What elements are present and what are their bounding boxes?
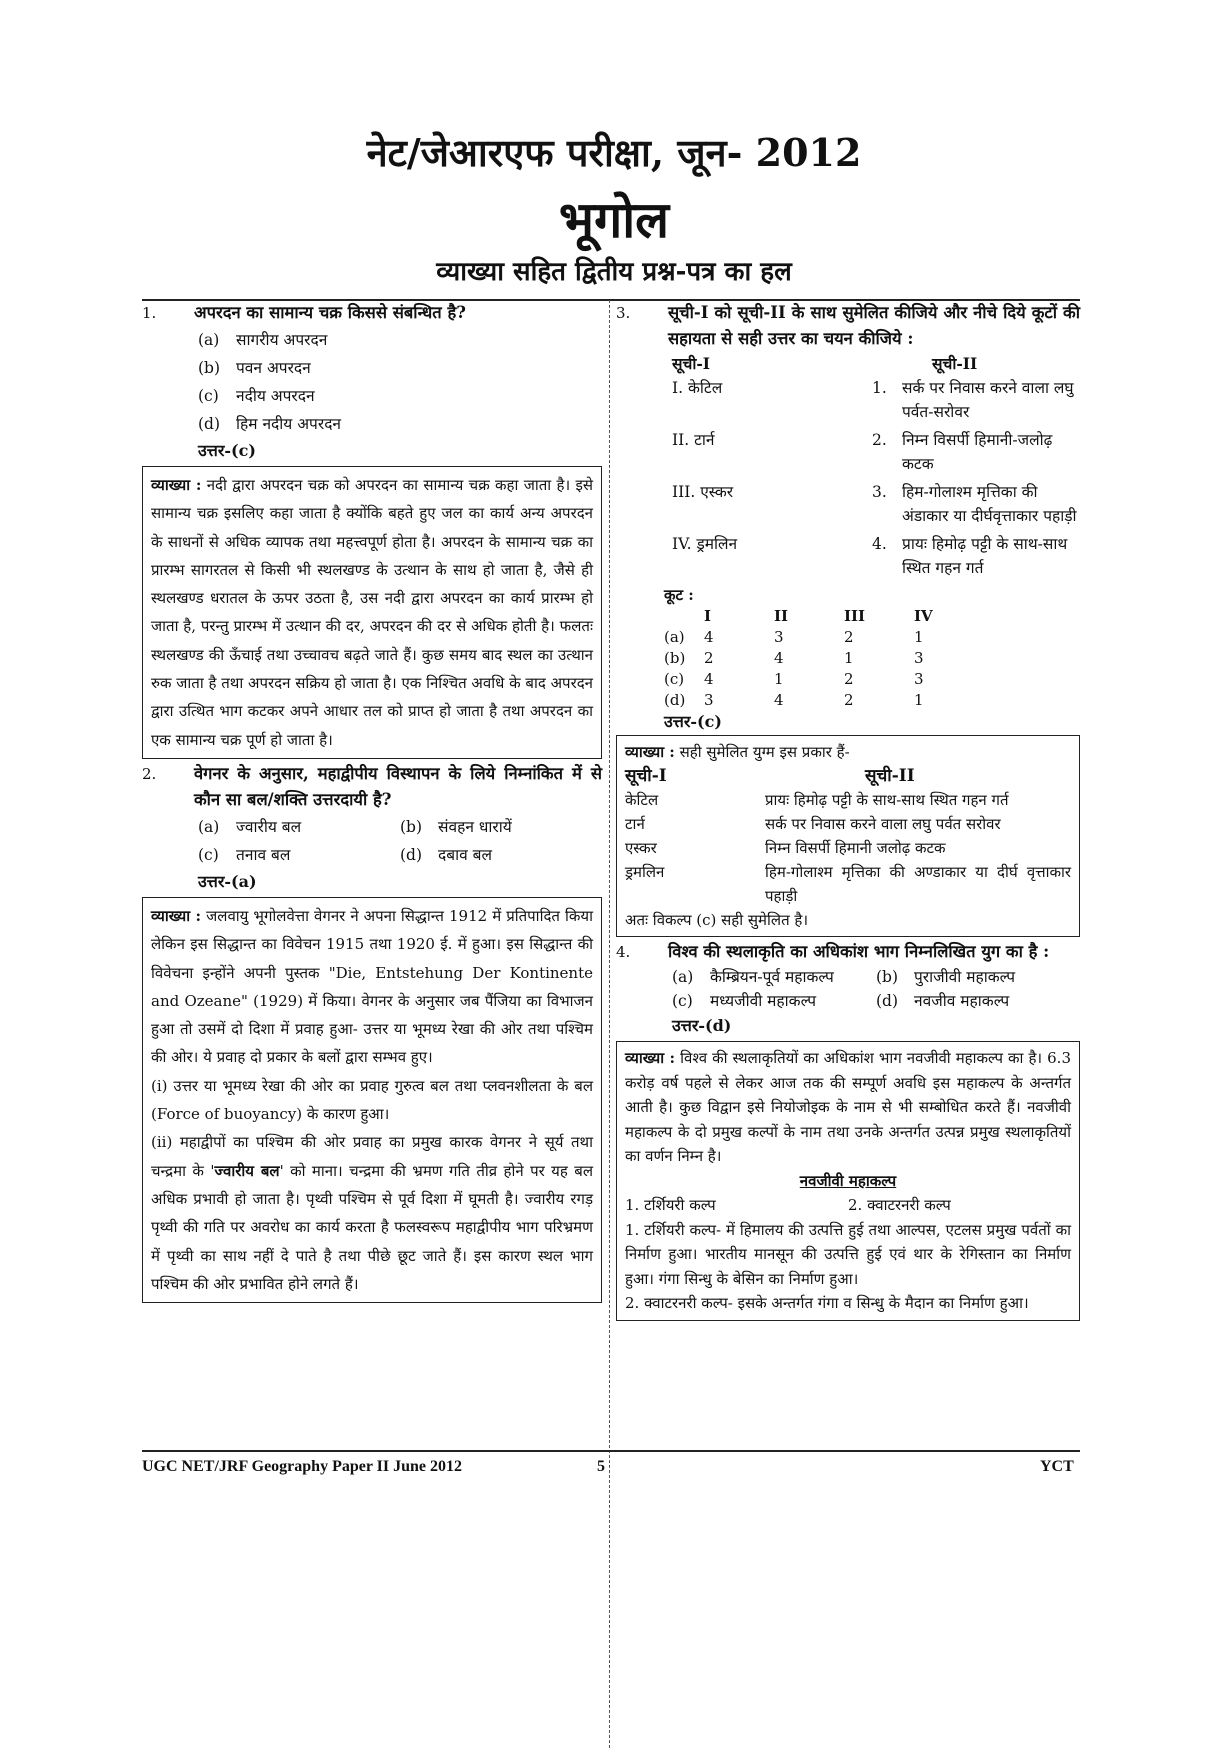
question-number: 2. bbox=[142, 764, 157, 783]
code-cell: 3 bbox=[914, 649, 924, 667]
list-row bbox=[672, 376, 1080, 424]
list1-heading: सूची-I bbox=[672, 354, 711, 373]
footer-publisher: YCT bbox=[1040, 1458, 1074, 1475]
explanation-para: 2. क्वाटरनरी कल्प- इसके अन्तर्गत गंगा व सिन्धु के मैदान का निर्माण हुआ। bbox=[625, 1294, 1029, 1312]
option-text: कैम्ब्रियन-पूर्व महाकल्प bbox=[710, 968, 834, 986]
list1-item: I. केटिल bbox=[672, 379, 723, 397]
option-text: पुराजीवी महाकल्प bbox=[914, 968, 1016, 986]
list-row bbox=[672, 532, 1080, 580]
q2-options bbox=[198, 813, 602, 869]
code-header-cell bbox=[664, 606, 704, 627]
list2-item: प्रायः हिमोढ़ पट्टी के साथ-साथ स्थित गहन गर्त bbox=[902, 535, 1068, 577]
option-text: नवजीव महाकल्प bbox=[914, 992, 1010, 1010]
code-cell: 4 bbox=[704, 628, 714, 646]
pair-definition: प्रायः हिमोढ़ पट्टी के साथ-साथ स्थित गहन गर्त bbox=[765, 791, 1009, 809]
list1-item: IV. ड्रमलिन bbox=[672, 535, 738, 553]
explanation-label: व्याख्या : bbox=[151, 476, 202, 494]
option-text: हिम नदीय अपरदन bbox=[236, 415, 342, 433]
option-label: (d) bbox=[876, 992, 899, 1010]
list2-number: 1. bbox=[872, 379, 887, 397]
option-label: (a) bbox=[198, 331, 220, 349]
option-text: संवहन धारायें bbox=[438, 817, 512, 836]
explanation-label: व्याख्या : bbox=[625, 1049, 676, 1067]
option bbox=[876, 989, 1080, 1013]
code-cell: 3 bbox=[774, 628, 784, 646]
pair-row bbox=[625, 860, 1071, 908]
q3-explanation-box bbox=[616, 735, 1080, 937]
left-column bbox=[142, 300, 602, 1748]
list2-heading: सूची-II bbox=[865, 766, 915, 786]
explanation-para: 1. टर्शियरी कल्प- में हिमालय की उत्पत्ति हुई तथा आल्पस, एटलस प्रमुख पर्वतों का निर्माण हुआ। भारतीय मानसून की उत्पत्ति हुई एवं थार के रेगिस्तान का निर्माण हुआ। गंगा सिन्धु के बेसिन का निर्माण हुआ। bbox=[625, 1220, 1071, 1288]
code-cell: 4 bbox=[774, 691, 784, 709]
list2-number: 3. bbox=[872, 483, 887, 501]
code-cell: 2 bbox=[844, 691, 854, 709]
option bbox=[672, 989, 876, 1013]
explanation-text: (ii) महाद्वीपों का पश्चिम की ओर प्रवाह का प्रमुख कारक वेगनर ने सूर्य तथा चन्द्रमा के ' bbox=[151, 1133, 593, 1180]
explanation-text: विश्व की स्थलाकृतियों का अधिकांश भाग नवजीवी महाकल्प का है। 6.3 करोड़ वर्ष पहले से लेकर आज तक की सम्पूर्ण अवधि इस महाकल्प के अन्तर्गत आती है। कुछ विद्वान इसे नियोजोइक के नाम से भी सम्बोधित करते हैं। नवजीवी महाकल्प के दो प्रमुख कल्पों के नाम तथा उनके अन्तर्गत उत्पन्न प्रमुख स्थलाकृतियों का वर्णन निम्न है। bbox=[625, 1049, 1071, 1165]
list2-number: 4. bbox=[872, 535, 887, 553]
code-row bbox=[664, 690, 1080, 711]
code-cell: 2 bbox=[844, 670, 854, 688]
q3-answer: उत्तर-(c) bbox=[664, 712, 722, 731]
question-number: 4. bbox=[616, 943, 631, 961]
q4-options bbox=[672, 965, 1080, 1013]
option-text: दबाव बल bbox=[438, 845, 493, 864]
option-label: (b) bbox=[198, 359, 221, 377]
q2-answer: उत्तर-(a) bbox=[198, 871, 257, 891]
option-text: तनाव बल bbox=[236, 845, 291, 864]
list2-number: 2. bbox=[872, 431, 887, 449]
code-cell: 2 bbox=[844, 628, 854, 646]
code-cell: 1 bbox=[774, 670, 784, 688]
kalp-item: 2. क्वाटरनरी कल्प bbox=[848, 1196, 951, 1214]
kalp-list bbox=[625, 1193, 1071, 1218]
list-row bbox=[672, 428, 1080, 476]
list-row bbox=[672, 480, 1080, 528]
explanation-text: सही सुमेलित युग्म इस प्रकार हैं- bbox=[679, 743, 850, 761]
subheading: नवजीवी महाकल्प bbox=[799, 1171, 897, 1190]
code-cell: (a) bbox=[664, 628, 685, 646]
code-header-row bbox=[664, 606, 1080, 627]
list2-item: निम्न विसर्पी हिमानी-जलोढ़ कटक bbox=[902, 431, 1053, 473]
code-cell: 1 bbox=[914, 691, 924, 709]
kalp-item: 1. टर्शियरी कल्प bbox=[625, 1196, 716, 1214]
option-label: (a) bbox=[198, 817, 220, 836]
explanation-para: (i) उत्तर या भूमध्य रेखा की ओर का प्रवाह गुरुत्व बल तथा प्लवनशीलता के बल (Force of buoyancy) के कारण हुआ। bbox=[151, 1076, 593, 1124]
option-text: सागरीय अपरदन bbox=[236, 331, 328, 349]
code-header-cell: IV bbox=[914, 607, 933, 625]
code-cell: 4 bbox=[704, 670, 714, 688]
question-1 bbox=[142, 300, 602, 326]
option bbox=[400, 841, 602, 869]
list1-item: III. एस्कर bbox=[672, 483, 734, 501]
code-row bbox=[664, 627, 1080, 648]
list1-item: II. टार्न bbox=[672, 431, 715, 449]
pair-definition: हिम-गोलाश्म मृत्तिका की अण्डाकार या दीर्घ वृत्ताकार पहाड़ी bbox=[765, 863, 1071, 905]
code-cell: 3 bbox=[704, 691, 714, 709]
pair-row bbox=[625, 812, 1071, 836]
page-number: 5 bbox=[597, 1458, 605, 1475]
question-number: 3. bbox=[616, 304, 631, 322]
code-cell: (b) bbox=[664, 649, 686, 667]
option-text: ज्वारीय बल bbox=[236, 817, 302, 836]
question-number: 1. bbox=[142, 304, 157, 322]
q1-options bbox=[198, 326, 602, 438]
explanation-emphasis: ज्वारीय बल bbox=[214, 1161, 280, 1180]
question-text: अपरदन का सामान्य चक्र किससे संबन्धित है? bbox=[194, 303, 466, 322]
code-cell: 4 bbox=[774, 649, 784, 667]
pair-term: टार्न bbox=[625, 815, 645, 833]
option-label: (b) bbox=[876, 968, 899, 986]
option bbox=[400, 813, 602, 841]
option bbox=[198, 813, 400, 841]
pair-row bbox=[625, 836, 1071, 860]
explanation-para bbox=[625, 1046, 1071, 1169]
option bbox=[198, 326, 602, 354]
pair-term: केटिल bbox=[625, 791, 659, 809]
explanation-text: जलवायु भूगोलवेत्ता वेगनर ने अपना सिद्धान्त 1912 में प्रतिपादित किया लेकिन इस सिद्धान्त का विवेचन 1915 तथा 1920 ई. में हुआ। इस सिद्धान्त की विवेचना इन्होंने अपनी पुस्तक "Die, Entstehung Der Kontinente and Ozeane" (1929) में किया। वेगनर के अनुसार जब पैंजिया का विभाजन हुआ तो उसमें दो दिशा में प्रवाह हुआ- उत्तर या भूमध्य रेखा की ओर तथा पश्चिम की ओर। ये प्रवाह दो प्रकार के बलों द्वारा सम्भव हुए। bbox=[151, 906, 593, 1067]
list2-item: हिम-गोलाश्म मृत्तिका की अंडाकार या दीर्घवृत्ताकार पहाड़ी bbox=[902, 483, 1077, 525]
question-2 bbox=[142, 761, 602, 813]
q4-explanation-box bbox=[616, 1041, 1080, 1321]
option-text: मध्यजीवी महाकल्प bbox=[710, 992, 817, 1010]
explanation-text: नदी द्वारा अपरदन चक्र को अपरदन का सामान्य चक्र कहा जाता है। इसे सामान्य चक्र इसलिए कहा जाता है क्योंकि बहते हुए जल का कार्य अन्य अपरदन के साधनों से अधिक व्यापक तथा महत्त्वपूर्ण होता है। अपरदन के सामान्य चक्र का प्रारम्भ सागरतल से किसी भी स्थलखण्ड के उत्थान के साथ हो जाता है, जैसे ही स्थलखण्ड धरातल के ऊपर उठता है, उस नदी द्वारा अपरदन का कार्य प्रारम्भ हो जाता है, परन्तु प्रारम्भ में उत्थान की दर, अपरदन की दर से अधिक होती है। फलतः स्थलखण्ड की ऊँचाई तथा उच्चावच बढ़ते जाते हैं। कुछ समय बाद स्थल का उत्थान रुक जाता है तथा अपरदन सक्रिय हो जाता है। एक निश्चित अवधि के बाद अपरदन द्वारा उत्थित भाग कटकर अपने आधार तल को प्राप्त हो जाता है तथा अपरदन का एक सामान्य चक्र पूर्ण हो जाता है। bbox=[151, 476, 593, 749]
code-cell: 1 bbox=[914, 628, 924, 646]
option bbox=[198, 354, 602, 382]
code-cell: 2 bbox=[704, 649, 714, 667]
option-label: (c) bbox=[198, 845, 219, 864]
q4-answer: उत्तर-(d) bbox=[672, 1016, 732, 1035]
code-cell: 1 bbox=[844, 649, 854, 667]
code-row bbox=[664, 669, 1080, 690]
option bbox=[198, 382, 602, 410]
explanation-text: ' को माना। चन्द्रमा की भ्रमण गति तीव्र होने पर यह बल अधिक प्रभावी हो जाता है। पृथ्वी पश्चिम से पूर्व दिशा में घूमती है। ज्वारीय रगड़ पृथ्वी की गति पर अवरोध का कार्य करता है फलस्वरूप महाद्वीपीय भाग परिभ्रमण में पृथ्वी का साथ नहीं दे पाते है तथा पीछे छूट जाते हैं। इस कारण स्थल भाग पश्चिम की ओर प्रभावित होने लगते हैं। bbox=[151, 1161, 593, 1293]
list2-heading: सूची-II bbox=[932, 354, 978, 373]
code-table bbox=[664, 584, 1080, 711]
match-lists bbox=[672, 352, 1080, 580]
q1-explanation-box bbox=[142, 466, 602, 759]
code-cell: (d) bbox=[664, 691, 686, 709]
option bbox=[876, 965, 1080, 989]
option bbox=[672, 965, 876, 989]
explanation-label: व्याख्या : bbox=[625, 743, 675, 761]
subject-title: भूगोल bbox=[558, 190, 670, 249]
option-label: (c) bbox=[672, 992, 693, 1010]
option-label: (b) bbox=[400, 817, 423, 836]
column-divider bbox=[609, 300, 611, 1748]
code-label: कूट : bbox=[664, 586, 694, 604]
option bbox=[198, 841, 400, 869]
explanation-para bbox=[151, 1128, 593, 1298]
option-text: नदीय अपरदन bbox=[236, 387, 315, 405]
pair-definition: सर्क पर निवास करने वाला लघु पर्वत सरोवर bbox=[765, 815, 1001, 833]
option-text: पवन अपरदन bbox=[236, 359, 311, 377]
footer-rule bbox=[142, 1450, 1080, 1452]
question-text: वेगनर के अनुसार, महाद्वीपीय विस्थापन के लिये निम्नांकित में से कौन सा बल/शक्ति उत्तरदायी है? bbox=[194, 763, 602, 809]
code-header-cell: II bbox=[774, 607, 789, 625]
footer-source: UGC NET/JRF Geography Paper II June 2012 bbox=[142, 1458, 463, 1475]
pairs-header bbox=[625, 764, 1071, 788]
pair-term: एस्कर bbox=[625, 839, 657, 857]
q1-answer: उत्तर-(c) bbox=[198, 441, 256, 460]
question-4 bbox=[616, 939, 1080, 965]
page-title: नेट/जेआरएफ परीक्षा, जून- 2012 bbox=[366, 130, 862, 175]
pair-row bbox=[625, 788, 1071, 812]
code-header-cell: I bbox=[704, 607, 712, 625]
q2-explanation-box bbox=[142, 897, 602, 1303]
explanation-label: व्याख्या : bbox=[151, 906, 202, 925]
pair-term: ड्रमलिन bbox=[625, 863, 665, 881]
code-cell: (c) bbox=[664, 670, 685, 688]
list-headers bbox=[672, 352, 1080, 376]
option-label: (a) bbox=[672, 968, 694, 986]
question-text: सूची-I को सूची-II के साथ सुमेलित कीजिये और नीचे दिये कूटों की सहायता से सही उत्तर का चयन कीजिये : bbox=[668, 303, 1080, 348]
option-label: (d) bbox=[400, 845, 423, 864]
code-row bbox=[664, 648, 1080, 669]
question-text: विश्व की स्थलाकृति का अधिकांश भाग निम्नलिखित युग का है : bbox=[668, 942, 1050, 961]
question-3 bbox=[616, 300, 1080, 352]
code-header-cell: III bbox=[844, 607, 866, 625]
code-cell: 3 bbox=[914, 670, 924, 688]
list1-heading: सूची-I bbox=[625, 766, 667, 786]
page-subtitle: व्याख्या सहित द्वितीय प्रश्न-पत्र का हल bbox=[436, 257, 792, 287]
explanation-conclusion: अतः विकल्प (c) सही सुमेलित है। bbox=[625, 911, 809, 929]
list2-item: सर्क पर निवास करने वाला लघु पर्वत-सरोवर bbox=[902, 379, 1074, 421]
option-label: (d) bbox=[198, 415, 221, 433]
explanation-para bbox=[151, 902, 593, 1072]
pair-definition: निम्न विसर्पी हिमानी जलोढ़ कटक bbox=[765, 839, 946, 857]
explanation-para bbox=[625, 740, 1071, 764]
right-column bbox=[616, 300, 1080, 1748]
option bbox=[198, 410, 602, 438]
option-label: (c) bbox=[198, 387, 219, 405]
